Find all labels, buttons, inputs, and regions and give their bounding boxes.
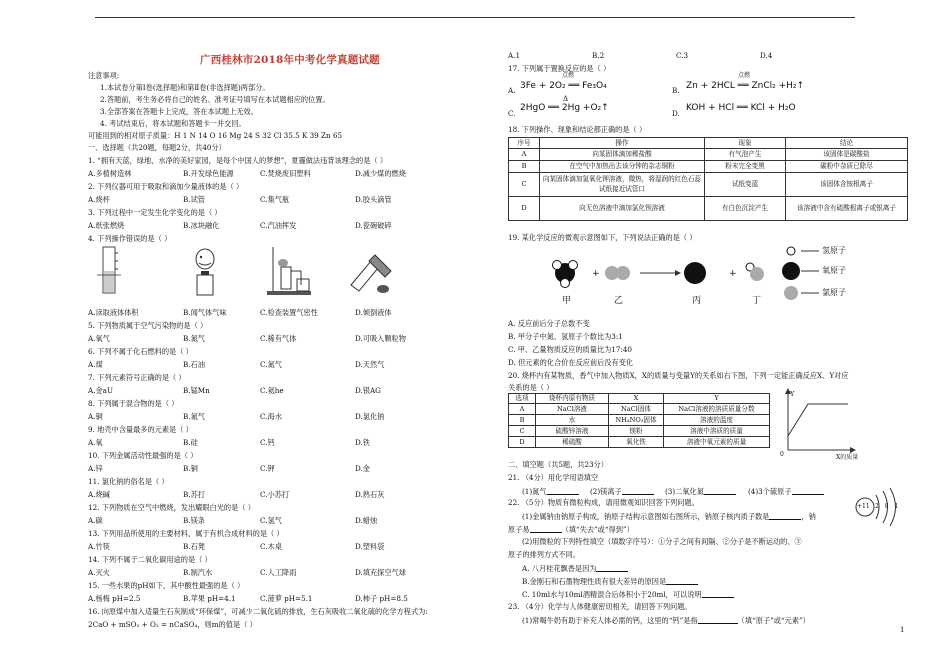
q22-line: C. 10ml水与10ml酒精混合后体积小于20ml，可以说明 [522,590,734,598]
option: C.菠萝 pH=5.1 [260,594,313,603]
option: A.烧杯 [88,195,110,204]
option: A.碳 [88,516,103,525]
table-cell: 稀硫酸 [536,437,609,448]
atomic-masses: 可能用到的相对原子质量：H 1 N 14 O 16 Mg 24 S 32 Cl 35.5 K 39 Zn 65 [88,131,343,140]
option: B.制汽水 [183,568,213,577]
option: D.可吸入颗粒物 [355,334,406,343]
option: B.开发绿色能源 [183,169,234,178]
q20-table [508,393,770,448]
option: D.塑料袋 [355,542,385,551]
question-18: 18. 下列操作、现象和结论都正确的是（ ） [508,125,647,134]
legend-label: 氢原子 [822,246,846,255]
table-cell: B [509,415,536,426]
option: C.钙 [260,438,275,447]
table-row [509,437,770,448]
sodium-atom-diagram [852,487,902,537]
option-label: B. [672,86,680,95]
option: D.4 [760,51,773,60]
question-11: 11. 氯化钠的俗名是（ ） [88,477,169,486]
option: A.竹筷 [88,542,110,551]
table-header-row [509,394,770,404]
axis-origin: 0 [780,451,784,458]
table-cell: B [509,161,540,173]
table-header: X [609,394,664,404]
molecule-label: 甲 [562,296,572,306]
option: C.稀有气体 [260,334,297,343]
question-10: 10. 下列金属活动性最强的是（ ） [88,451,198,460]
q22-line: 原子易 （填“失去”或“得到”） [508,524,634,534]
shell-labels: 2 8 1 [875,503,901,510]
question-21: 21. （4分）用化学用语填空 [508,473,599,482]
table-cell: A [509,404,536,415]
table-row [509,415,770,426]
section-heading: 一、选择题（共20题，每题2分，共40分） [88,143,226,152]
equation-c: 2HgO ══ 2Hg +O₂↑ [520,103,609,113]
option: A.锌 [88,464,103,473]
notice-line: 1.本试卷分第Ⅰ卷(选择题)和第Ⅱ卷(非选择题)两部分。 [100,83,270,92]
table-row [509,426,770,437]
axis-label: Y [790,390,795,398]
option: D.填充探空气球 [355,568,406,577]
option: D.蜡烛 [355,516,378,525]
equation-d: KOH + HCl ══ KCl + H₂O [686,103,796,113]
reaction-condition: 点燃 [562,72,575,79]
page-title: 广西桂林市2018年中考化学真题试题 [200,54,380,66]
molecule-label: 丁 [752,296,762,306]
legend-label: 氧原子 [822,266,846,275]
q21-item: (1)氮气 [522,487,579,495]
option-label: D. [672,109,680,118]
table-cell: 溶液中溶质的质量 [664,426,770,437]
q22-line: (2)用微粒的下列特性填空（填数字序号）：①分子之间有间隔、②分子是不断运动的、③ [522,537,802,546]
question-23: 23. （4分）化学与人体健康密切相关，请回答下列问题。 [508,602,692,611]
option: D.银AG [355,386,381,395]
legend-label: 氯原子 [822,288,846,297]
option: A.铜 [88,412,103,421]
table-row [509,197,908,221]
question-2: 2. 下列仪器可用于吸取和滴加少量液体的是（ ） [88,182,244,191]
header-rule [95,17,855,18]
question-4: 4. 下列操作错误的是（ ） [88,234,172,243]
airtightness-image [265,245,315,297]
option: D.铁 [355,438,370,447]
table-cell: 粉末完全变黑 [705,161,786,173]
table-cell: 该固体是碳酸盐 [786,149,908,161]
question-3: 3. 下列过程中一定发生化学变化的是（ ） [88,208,222,217]
table-cell: 氧化铁 [609,437,664,448]
option: C.人工降雨 [260,568,297,577]
option: B.试管 [183,195,205,204]
reaction-condition: Δ [563,95,569,103]
q21-item: (3)二氧化氮 [665,487,736,495]
option: B.石油 [183,360,205,369]
question-5: 5. 下列物质属于空气污染物的是（ ） [88,321,208,330]
table-row [509,404,770,415]
notice-line: 3.全部答案在答题卡上完成，答在本试题上无效。 [100,107,258,116]
option-label: C. [508,109,516,118]
table-cell: NaCl固体 [609,404,664,415]
option: D. 但元素的化合价在反应前后没有变化 [508,358,634,367]
table-cell: 溶液中氧元素的质量 [664,437,770,448]
equation-a: 3Fe + 2O₂ ══ Fe₃O₄ [520,81,607,91]
option: A.氧气 [88,334,110,343]
option: B.闻气体气味 [183,308,227,317]
option: D.柿子 pH=8.5 [355,594,408,603]
table-cell: NH₄NO₃固体 [609,415,664,426]
option: B.铜 [183,464,198,473]
question-16-equation: 2CaO + mSO₂ + O₂ = nCaSO₄，则m的值是（ ） [88,620,257,629]
option: A.灭火 [88,568,110,577]
question-12: 12. 下列物质在空气中燃烧，发出耀眼白光的是（ ） [88,503,255,512]
option: A.氧 [88,438,103,447]
molecule-label: 乙 [614,296,624,306]
option: C.氮气 [260,360,282,369]
svg-text:+: + [729,269,737,279]
q23-line: (1)常喝牛奶有助于补充人体必需的钙，这里的“钙”是指 （填“原子”或“元素”） [522,615,810,625]
option: A. 反应前后分子总数不变 [508,319,590,328]
q18-table [508,137,908,221]
q22-line: B.金刚石和石墨物理性质有很大差异的原因是 [522,577,698,585]
table-header: 结论 [786,138,908,149]
cylinder-reading-image [95,245,125,297]
svg-text:+: + [592,269,600,279]
table-header: 现象 [705,138,786,149]
option: D.金 [355,464,370,473]
option: D.氯化钠 [355,412,385,421]
table-cell: 有气泡产生 [705,149,786,161]
option: D.倾倒液体 [355,308,392,317]
section2-heading: 二、填空题（共5题，共23分） [508,460,608,469]
table-row [509,149,908,161]
nucleus-label: +11 [857,503,870,510]
table-cell: NaCl溶液的溶质质量分数 [664,404,770,415]
option: B.苹果 pH=4.1 [183,594,236,603]
notice-line: 4. 考试结束后，将本试题和答题卡一并交回。 [100,119,246,128]
option: C.检查装置气密性 [260,308,318,317]
table-header: 选项 [509,394,536,404]
table-header: 操作 [540,138,705,149]
table-row [509,161,908,173]
table-cell: A [509,149,540,161]
question-22: 22. （5分）物质有微粒构成，请用微观知识回答下列问题。 [508,498,699,507]
table-cell: 该固体含铵根离子 [786,173,908,197]
option: A.杨梅 pH=2.5 [88,594,141,603]
table-cell: 镁粉 [609,426,664,437]
equation-b: Zn + 2HCL ══ ZnCl₂ +H₂↑ [686,81,805,91]
reaction-condition: 点燃 [738,72,751,79]
question-14: 14. 下列不属于二氧化碳用途的是（ ） [88,555,212,564]
table-header: 烧杯内原有物质 [536,394,609,404]
question-8: 8. 下列属于混合物的是（ ） [88,399,179,408]
table-cell: D [509,197,540,221]
table-cell: 该溶液中含有硫酸根离子或银离子 [786,197,908,221]
option: C.3 [676,51,689,60]
table-cell: 试纸变蓝 [705,173,786,197]
option: B. 甲分子中氮、氢原子个数比为3:1 [508,332,623,341]
question-15: 15. 一些水果的pH如下，其中酸性最强的是（ ） [88,581,245,590]
reaction-diagram [545,243,915,313]
option: B.锰Mn [183,386,210,395]
option: A.煤 [88,360,103,369]
table-cell: 有白色沉淀产生 [705,197,786,221]
table-cell: C [509,426,536,437]
question-16: 16. 向原煤中加入适量生石灰制成“环保煤”，可减少二氧化硫的排放，生石灰吸收二氧化硫的化学方程式为: [88,607,428,616]
notice-line: 2.答题前，考生务必将自己的姓名、准考证号填写在本试题相应的位置。 [100,95,330,104]
option: D.天然气 [355,360,385,369]
question-19: 19. 某化学反应的微观示意图如下，下列说法正确的是（ ） [508,233,697,242]
table-cell: C [509,173,540,197]
axis-label: X的质量 [836,454,859,461]
table-cell: 向无色溶液中滴加氯化钡溶液 [540,197,705,221]
option: B.氮气 [183,334,205,343]
table-cell: 在空气中加热出去该分钟的杂志铜粉 [540,161,705,173]
option: C.小苏打 [260,490,290,499]
question-20-line2: 关系的是（ ） [508,383,554,392]
option: B.2 [592,51,605,60]
option-label: A. [508,86,516,95]
table-header: 序号 [509,138,540,149]
table-cell: D [509,437,536,448]
option: B.硅 [183,438,198,447]
q22-line: A. 八月桂花飘香是因为 [522,564,628,572]
page-number: 1 [900,626,905,634]
option: A.金aU [88,386,114,395]
option: D.瓷碗破碎 [355,221,392,230]
option: C.氢气 [260,516,282,525]
notice-heading: 注意事项: [88,71,120,80]
option: D.胶头滴管 [355,195,392,204]
table-cell: 硫酸锌溶液 [536,426,609,437]
question-13: 13. 下列用品所使用的主要材料，属于有机合成材料的是（ ） [88,529,284,538]
smell-gas-image [185,245,225,297]
q21-item: (2)镁离子 [590,487,654,495]
q22-line: (1)金属钠由钠原子构成，钠原子结构示意图如右图所示，钠原子核内质子数是 ，钠 [522,511,816,521]
q21-item: (4)3个硫原子 [748,487,824,495]
table-cell: 溶液的温度 [664,415,770,426]
option: C. 甲、乙量物质反应的质量比为17:40 [508,345,632,354]
table-header-row [509,138,908,149]
option: A.读取液体体积 [88,308,139,317]
question-17: 17. 下列属于置换反应的是（ ） [508,64,611,73]
pour-liquid-image [345,245,400,297]
table-cell: 向某固体滴加稀盐酸 [540,149,705,161]
question-6: 6. 下列不属于化石燃料的是（ ） [88,347,193,356]
table-header: Y [664,394,770,404]
option: A.多植树造林 [88,169,132,178]
option: C.钾 [260,464,275,473]
table-cell: 向某固体滴加氢氧化钾溶液，微热，将湿润的红色石蕊试纸接近试管口 [540,173,705,197]
option: C.焚烧废旧塑料 [260,169,311,178]
option: A.烧碱 [88,490,110,499]
question-9: 9. 地壳中含量最多的元素是（ ） [88,425,193,434]
question-7: 7. 下列元素符号正确的是（ ） [88,373,186,382]
option: A.1 [508,51,521,60]
option: D.熟石灰 [355,490,385,499]
q22-line: 原子的排列方式不同。 [508,550,580,559]
option: B.石凳 [183,542,205,551]
option: B.镁条 [183,516,205,525]
question-20: 20. 烧杯内有某物质，香气中加入物质X，X的质量与变量Y的关系如右下图，下列一定能正确反应X、Y对应 [508,371,849,380]
table-row [509,173,908,197]
table-cell: 水 [536,415,609,426]
option: B.苏打 [183,490,205,499]
option: C.汽油挥发 [260,221,297,230]
option: C.氦he [260,386,284,395]
option: C.集气瓶 [260,195,290,204]
option: C.海水 [260,412,282,421]
option: D.减少煤的燃烧 [355,169,406,178]
table-cell: NaCl溶液 [536,404,609,415]
option: B.氮气 [183,412,205,421]
option: B.冰块融化 [183,221,220,230]
question-1: 1. “拥有天蓝，绿地，水净的美好家园，是每个中国人的梦想”，夏霾做法违背该理念的是（ ） [88,156,388,165]
molecule-label: 丙 [692,296,702,306]
table-cell: 碳粉中杂质已除尽 [786,161,908,173]
option: A.纸张燃烧 [88,221,125,230]
option: C.木桌 [260,542,282,551]
